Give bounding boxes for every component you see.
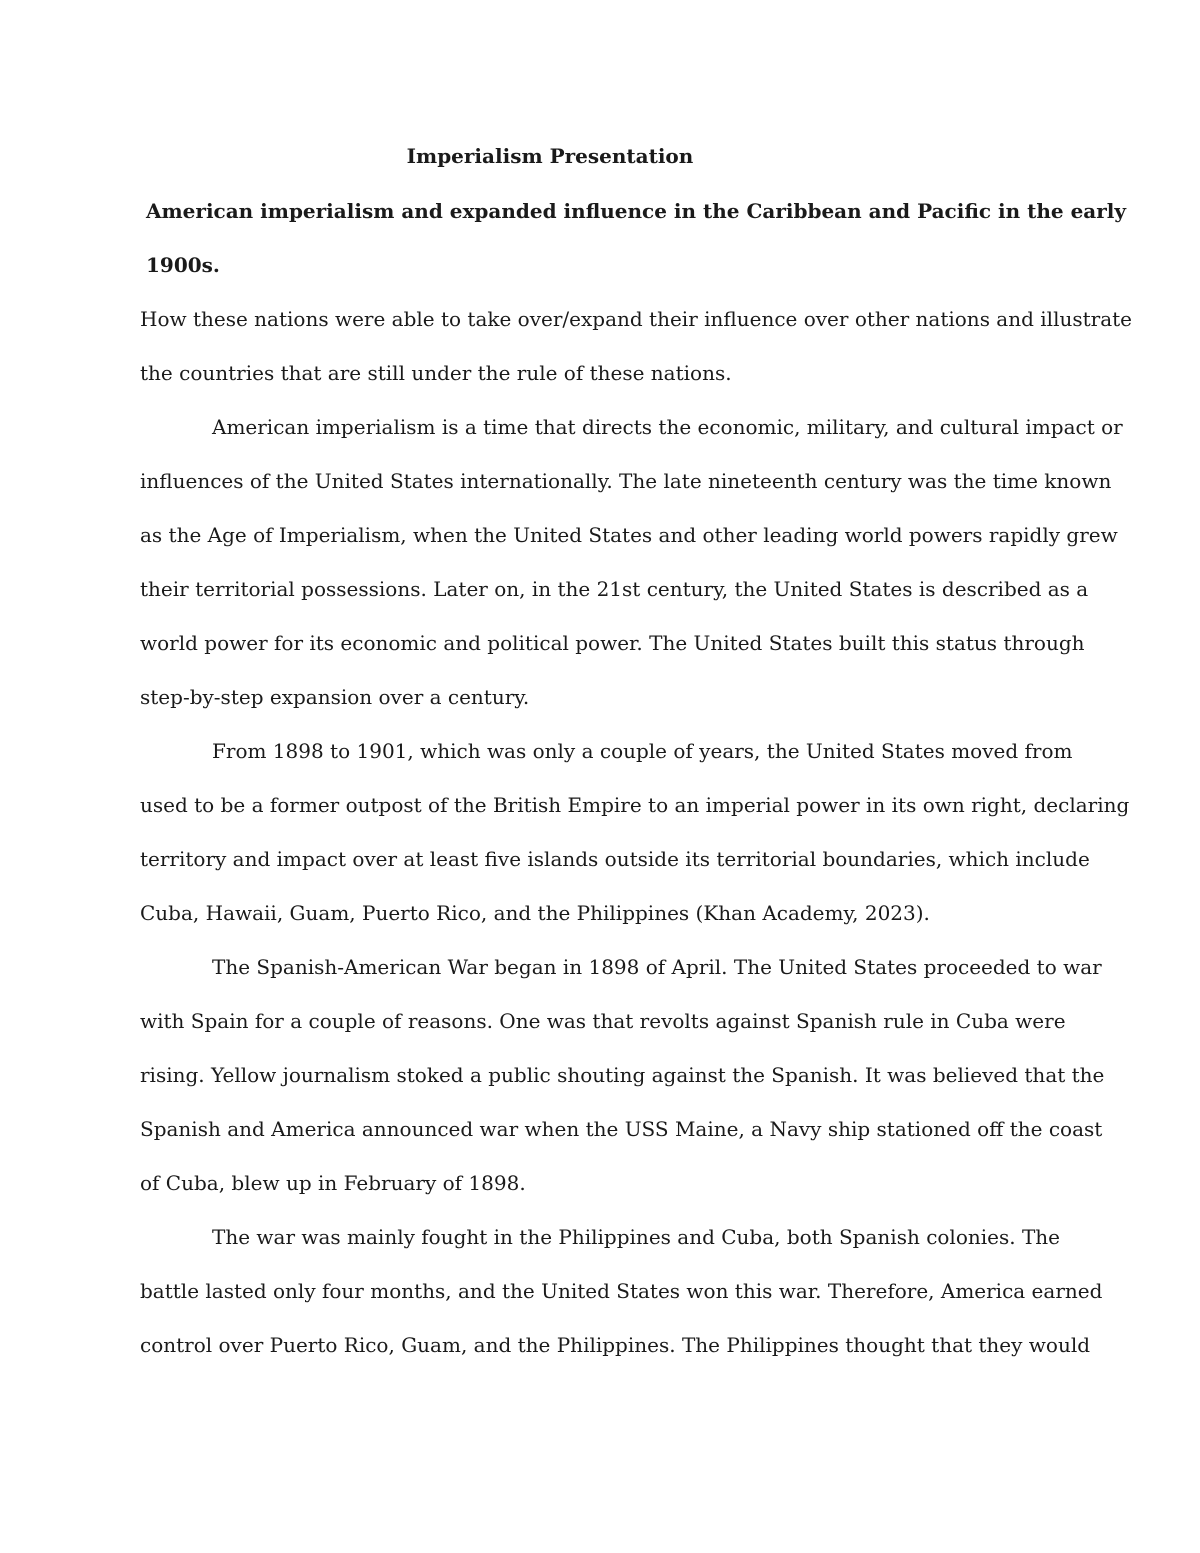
body-line: control over Puerto Rico, Guam, and the Philippines. The Philippines thought that they would bbox=[140, 1333, 1091, 1357]
body-line: How these nations were able to take over/expand their influence over other nations and illustrate bbox=[140, 307, 1133, 331]
body-line: American imperialism is a time that directs the economic, military, and cultural impact or bbox=[212, 415, 1123, 439]
body-line: Cuba, Hawaii, Guam, Puerto Rico, and the Philippines (Khan Academy, 2023). bbox=[140, 901, 930, 925]
subtitle-line: American imperialism and expanded influence in the Caribbean and Pacific in the early bbox=[146, 199, 1127, 223]
document-body bbox=[140, 292, 1133, 1372]
body-line: of Cuba, blew up in February of 1898. bbox=[140, 1171, 526, 1195]
body-line: The Spanish-American War began in 1898 of April. The United States proceeded to war bbox=[212, 955, 1102, 979]
body-line: as the Age of Imperialism, when the United States and other leading world powers rapidly grew bbox=[140, 523, 1118, 547]
body-line: territory and impact over at least five islands outside its territorial boundaries, which include bbox=[140, 847, 1090, 871]
body-line: with Spain for a couple of reasons. One was that revolts against Spanish rule in Cuba were bbox=[140, 1009, 1066, 1033]
body-line: rising. Yellow journalism stoked a public shouting against the Spanish. It was believed that the bbox=[140, 1063, 1105, 1087]
body-line: The war was mainly fought in the Philippines and Cuba, both Spanish colonies. The bbox=[212, 1225, 1061, 1249]
document-title: Imperialism Presentation bbox=[406, 144, 694, 168]
document-subtitle bbox=[140, 184, 1127, 292]
body-line: used to be a former outpost of the British Empire to an imperial power in its own right, declaring bbox=[140, 793, 1130, 817]
subtitle-line: 1900s. bbox=[146, 253, 220, 277]
body-line: step-by-step expansion over a century. bbox=[140, 685, 530, 709]
body-line: Spanish and America announced war when the USS Maine, a Navy ship stationed off the coast bbox=[140, 1117, 1103, 1141]
body-line: world power for its economic and political power. The United States built this status through bbox=[140, 631, 1085, 655]
body-line: their territorial possessions. Later on, in the 21st century, the United States is described as a bbox=[140, 577, 1089, 601]
body-line: From 1898 to 1901, which was only a couple of years, the United States moved from bbox=[212, 739, 1073, 763]
body-line: influences of the United States internationally. The late nineteenth century was the time known bbox=[140, 469, 1112, 493]
body-line: battle lasted only four months, and the United States won this war. Therefore, America earned bbox=[140, 1279, 1103, 1303]
body-line: the countries that are still under the rule of these nations. bbox=[140, 361, 732, 385]
